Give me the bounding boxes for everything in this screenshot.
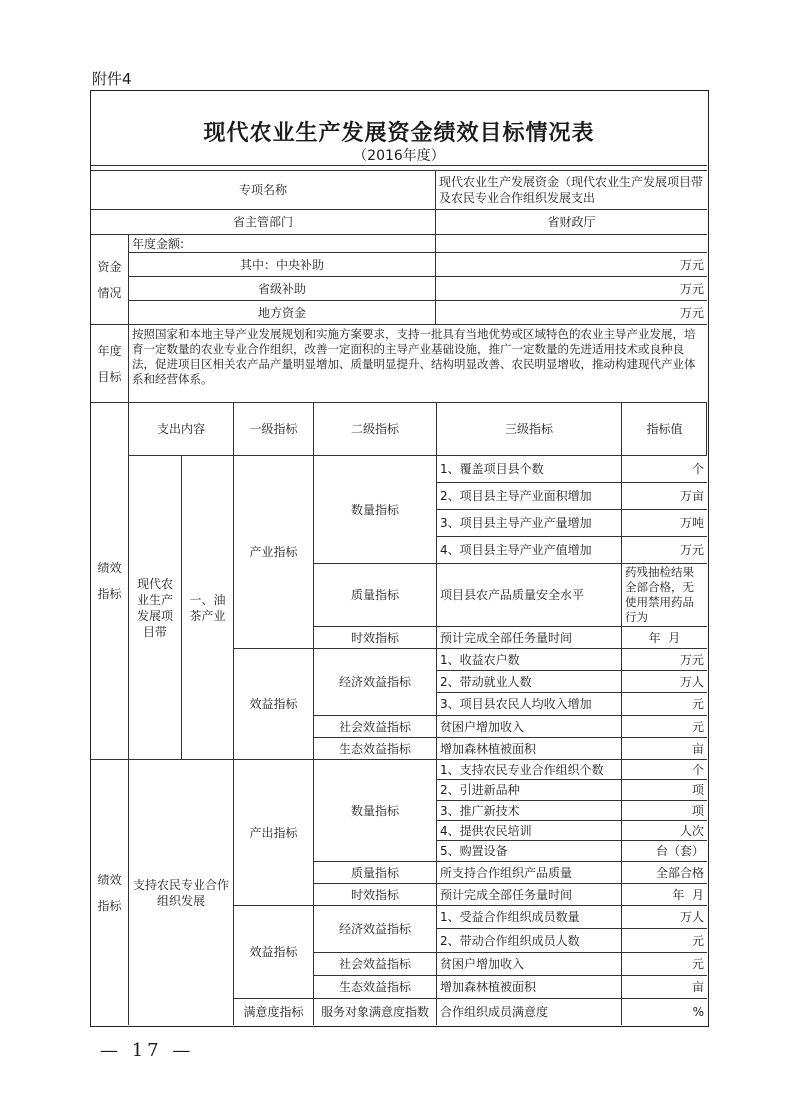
section1-l2-time: 时效指标: [314, 627, 437, 649]
header-level3: 三级指标: [437, 403, 622, 456]
section2-l2-quality: 质量指标: [314, 862, 437, 884]
table-row-value: 个: [622, 456, 707, 483]
funds-total-label: 年度金额:: [129, 235, 436, 253]
project-value: 现代农业生产发展资金（现代农业生产发展项目带及农民专业合作组织发展支出: [436, 171, 707, 210]
table-row-value: 元: [622, 953, 707, 976]
table-row-l3: 5、购置设备: [437, 841, 622, 862]
section1-l2-economic: 经济效益指标: [314, 649, 437, 716]
perf-label-2: 绩效 指标: [91, 760, 129, 1025]
section1-l2-eco: 生态效益指标: [314, 738, 437, 760]
section1-l2-quality: 质量指标: [314, 564, 437, 627]
project-label: 专项名称: [91, 171, 436, 210]
funds-local-label: 地方资金: [129, 301, 436, 325]
table-row-value: 万元: [622, 537, 707, 564]
table-row-l3: 2、带动合作组织成员人数: [437, 929, 622, 953]
header-value: 指标值: [622, 403, 707, 456]
table-row-value: 万人: [622, 671, 707, 693]
section2-l2-economic: 经济效益指标: [314, 906, 437, 953]
table-row-value: 万吨: [622, 510, 707, 537]
table-row-value: %: [692, 1005, 704, 1019]
section2-l2-eco: 生态效益指标: [314, 976, 437, 999]
table-row-value: 项: [622, 801, 707, 821]
table-row-l3: 3、项目县主导产业产量增加: [437, 510, 622, 537]
funds-central-unit: 万元: [436, 253, 707, 277]
target-label: 年度 目标: [91, 325, 129, 403]
table-row-value: 个: [622, 760, 707, 780]
dept-value: 省财政厅: [436, 210, 707, 235]
section2-l1-benefit: 效益指标: [234, 906, 314, 999]
table-row-l3: 1、覆盖项目县个数: [437, 456, 622, 483]
table-row-l3: 项目县农产品质量安全水平: [437, 564, 622, 627]
section2-l2-quantity: 数量指标: [314, 760, 437, 862]
table-row-l3: 贫困户增加收入: [437, 953, 622, 976]
section1-content-b: 一、油茶产业: [182, 456, 234, 760]
header-level2: 二级指标: [314, 403, 437, 456]
table-row-l3: 2、项目县主导产业面积增加: [437, 483, 622, 510]
funds-label: 资金 情况: [91, 235, 129, 325]
table-row-value: 年 月: [622, 884, 707, 906]
section1-content-a: 现代农业生产发展项目带: [129, 456, 182, 760]
table-row-value: 万元: [622, 649, 707, 671]
funds-central-label: 其中：中央补助: [129, 253, 436, 277]
table-row-value: 全部合格: [622, 862, 707, 884]
table-row-value: 台（套）: [622, 841, 707, 862]
table-row-value: 元: [622, 929, 707, 953]
target-text: 按照国家和本地主导产业发展规划和实施方案要求，支持一批具有当地优势或区域特色的农业主导产业发展，培育一定数量的农业专业合作组织，改善一定面积的主导产业基础设施，推广一定数量的先进适用技术或良种良法，促进项目区相关农产品产量明显增加、质量明显提升、结构明显改善、农民明显增收，推动构建现代产业体系和经营体系。: [129, 325, 707, 403]
table-row-l3: 增加森林植被面积: [437, 738, 622, 760]
table-row-l3: 2、带动就业人数: [437, 671, 622, 693]
header-content: 支出内容: [129, 403, 234, 456]
section1-l2-quantity: 数量指标: [314, 456, 437, 564]
page-number: — 17 —: [100, 1040, 195, 1061]
performance-target-table: [90, 90, 709, 1027]
table-row-l3: 所支持合作组织产品质量: [437, 862, 622, 884]
table-row-l3: 1、收益农户数: [437, 649, 622, 671]
table-row-l3: 1、受益合作组织成员数量: [437, 906, 622, 929]
section1-l2-social: 社会效益指标: [314, 716, 437, 738]
table-row-value: 人次: [622, 821, 707, 841]
table-row-l3: 3、项目县农民人均收入增加: [437, 693, 622, 716]
table-row-l3: 2、引进新品种: [437, 780, 622, 801]
table-row-l3: 贫困户增加收入: [437, 716, 622, 738]
section2-content: 支持农民专业合作组织发展: [129, 760, 234, 1025]
perf-label-1: 绩效 指标: [91, 403, 129, 760]
table-row-l3: 预计完成全部任务量时间: [437, 627, 622, 649]
table-row-l3: 4、提供农民培训: [437, 821, 622, 841]
table-row-value: 元: [622, 716, 707, 738]
section2-l2-social: 社会效益指标: [314, 953, 437, 976]
table-row-l3: 3、推广新技术: [437, 801, 622, 821]
funds-provincial-unit: 万元: [436, 277, 707, 301]
attachment-label: 附件4: [92, 70, 132, 88]
section2-l1-satisfaction: 满意度指标: [234, 999, 314, 1025]
table-row-l3: 1、支持农民专业合作组织个数: [437, 760, 622, 780]
table-row-value: 万人: [622, 906, 707, 929]
table-row-value: 亩: [622, 738, 707, 760]
table-row-value: 项: [622, 780, 707, 801]
header-level1: 一级指标: [234, 403, 314, 456]
funds-provincial-label: 省级补助: [129, 277, 436, 301]
section2-l2-time: 时效指标: [314, 884, 437, 906]
funds-total-value: [436, 235, 707, 253]
section1-l1-industry: 产业指标: [234, 456, 314, 649]
table-row-l3: 合作组织成员满意度: [437, 999, 622, 1025]
table-row-value: 亩: [622, 976, 707, 999]
section2-l2-satisfaction: 服务对象满意度指数: [314, 999, 437, 1025]
table-row-value: 元: [622, 693, 707, 716]
dept-label: 省主管部门: [91, 210, 436, 235]
section1-l1-benefit: 效益指标: [234, 649, 314, 760]
year-label: （2016年度）: [91, 146, 707, 166]
table-row-value: 万亩: [622, 483, 707, 510]
funds-local-unit: 万元: [436, 301, 707, 325]
table-row-l3: 预计完成全部任务量时间: [437, 884, 622, 906]
section2-l1-output: 产出指标: [234, 760, 314, 906]
table-row-l3: 增加森林植被面积: [437, 976, 622, 999]
table-row-value: 药残抽检结果全部合格，无使用禁用药品行为: [622, 564, 707, 627]
page-title: 现代农业生产发展资金绩效目标情况表: [203, 121, 595, 146]
table-row-l3: 4、项目县主导产业产值增加: [437, 537, 622, 564]
table-row-value: 年 月: [622, 627, 707, 649]
